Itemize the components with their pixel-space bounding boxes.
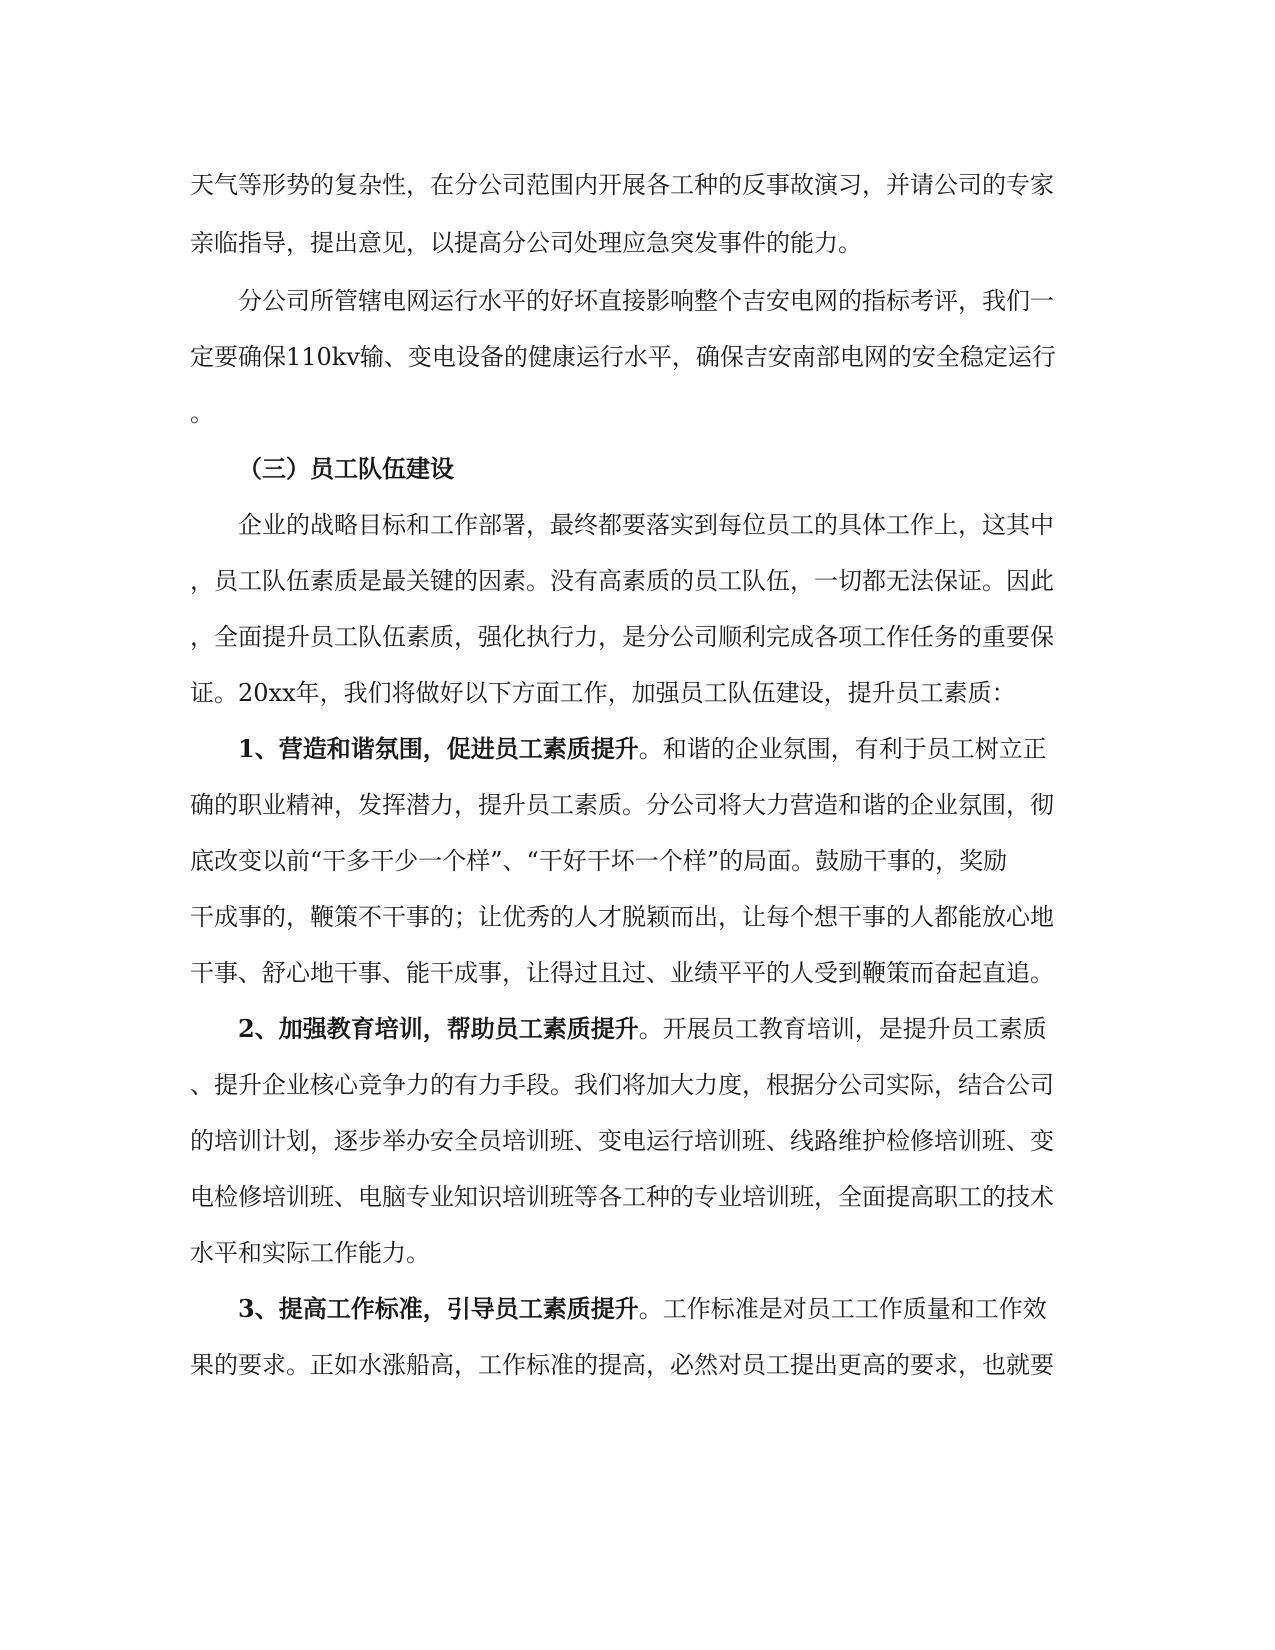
paragraph-line: 确的职业精神，发挥潜力，提升员工素质。分公司将大力营造和谐的企业氛围，彻 bbox=[190, 791, 1054, 819]
paragraph-line: ，员工队伍素质是最关键的因素。没有高素质的员工队伍，一切都无法保证。因此 bbox=[190, 567, 1054, 595]
paragraph-line: 底改变以前“干多干少一个样”、“干好干坏一个样”的局面。鼓励干事的，奖励 bbox=[190, 847, 1008, 875]
item-heading: 2、加强教育培训，帮助员工素质提升 bbox=[238, 1014, 639, 1043]
paragraph-line bbox=[238, 1014, 1138, 1044]
paragraph-line: 干成事的，鞭策不干事的；让优秀的人才脱颖而出，让每个想干事的人都能放心地 bbox=[190, 903, 1054, 931]
paragraph-line bbox=[238, 1294, 1138, 1324]
paragraph-line bbox=[238, 734, 1138, 764]
paragraph-line: 企业的战略目标和工作部署，最终都要落实到每位员工的具体工作上，这其中 bbox=[238, 511, 1054, 539]
paragraph-line: 分公司所管辖电网运行水平的好坏直接影响整个吉安电网的指标考评，我们一 bbox=[238, 287, 1054, 315]
item-text: 。和谐的企业氛围，有利于员工树立正 bbox=[638, 735, 1047, 763]
paragraph-line: 证。20xx年，我们将做好以下方面工作，加强员工队伍建设，提升员工素质： bbox=[190, 679, 1016, 707]
paragraph-line: 干事、舒心地干事、能干成事，让得过且过、业绩平平的人受到鞭策而奋起直追。 bbox=[190, 959, 1054, 987]
item-text: 。开展员工教育培训，是提升员工素质 bbox=[638, 1015, 1047, 1043]
paragraph-line: 水平和实际工作能力。 bbox=[190, 1239, 430, 1267]
item-heading: 3、提高工作标准，引导员工素质提升 bbox=[238, 1294, 639, 1323]
section-heading: （三）员工队伍建设 bbox=[238, 454, 454, 483]
paragraph-line: 亲临指导，提出意见，以提高分公司处理应急突发事件的能力。 bbox=[190, 229, 862, 257]
item-heading: 1、营造和谐氛围，促进员工素质提升 bbox=[238, 734, 639, 763]
paragraph-line: 、提升企业核心竞争力的有力手段。我们将加大力度，根据分公司实际，结合公司 bbox=[190, 1071, 1054, 1099]
item-text: 。工作标准是对员工工作质量和工作效 bbox=[638, 1295, 1047, 1323]
paragraph-line: 电检修培训班、电脑专业知识培训班等各工种的专业培训班，全面提高职工的技术 bbox=[190, 1183, 1054, 1211]
paragraph-line: 的培训计划，逐步举办安全员培训班、变电运行培训班、线路维护检修培训班、变 bbox=[190, 1127, 1054, 1155]
paragraph-line: 天气等形势的复杂性，在分公司范围内开展各工种的反事故演习，并请公司的专家 bbox=[190, 171, 1054, 199]
paragraph-line: 定要确保110kv输、变电设备的健康运行水平，确保吉安南部电网的安全稳定运行 bbox=[190, 343, 1056, 371]
paragraph-line: ，全面提升员工队伍素质，强化执行力，是分公司顺利完成各项工作任务的重要保 bbox=[190, 623, 1054, 651]
paragraph-line: 果的要求。正如水涨船高，工作标准的提高，必然对员工提出更高的要求，也就要 bbox=[190, 1351, 1054, 1379]
paragraph-line: 。 bbox=[190, 399, 214, 427]
